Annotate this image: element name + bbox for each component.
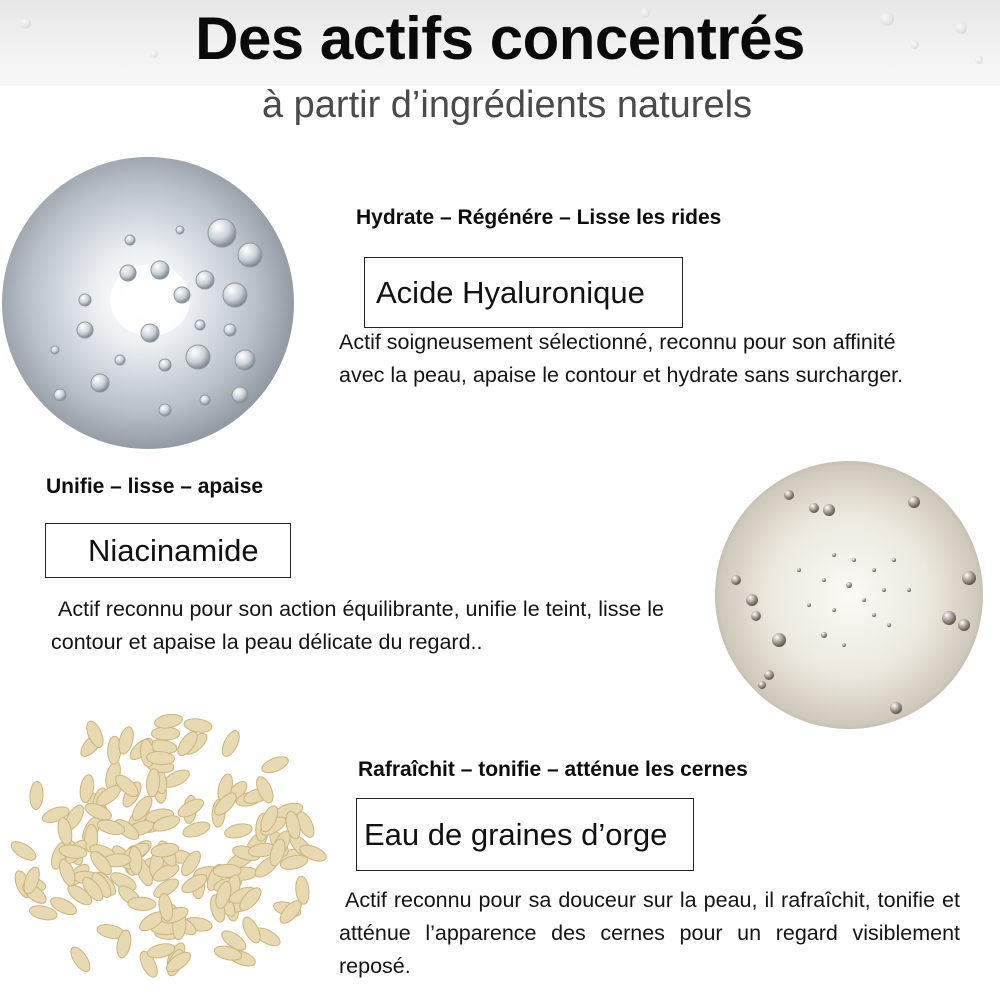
page-subtitle: à partir d’ingrédients naturels: [261, 84, 753, 126]
page-title: Des actifs concentrés: [195, 5, 805, 72]
ingredient-name-box: [364, 257, 683, 328]
ingredient-benefits: Hydrate – Régénére – Lisse les rides: [356, 206, 722, 229]
barley-seed: [67, 944, 93, 974]
ingredient-name-box: [45, 523, 291, 578]
barley-seeds-image: [0, 685, 335, 1000]
ingredient-benefits: Unifie – lisse – apaise: [46, 475, 264, 498]
barley-seed: [154, 712, 184, 730]
ingredient-name-box: [356, 798, 694, 871]
barley-seed: [223, 822, 253, 841]
ingredient-description: Actif soigneusement sélectionné, reconnu pour son affinité avec la peau, apaise le contour et hydrate sans surcharger.: [339, 330, 904, 387]
ingredient-name: Acide Hyaluronique: [376, 274, 645, 310]
barley-seed: [152, 727, 180, 740]
ingredient-name: Eau de graines d’orge: [364, 816, 668, 852]
barley-seed: [219, 728, 243, 759]
barley-seed: [260, 753, 291, 776]
niacinamide-serum-droplet-image: [714, 460, 984, 730]
barley-seed: [29, 781, 43, 810]
ingredient-benefits: Rafraîchit – tonifie – atténue les cernes: [358, 758, 748, 781]
ingredient-description: Actif reconnu pour son action équilibrante, unifie le teint, lisse le contour et apaise la peau délicate du regard..: [51, 597, 664, 654]
hyaluronic-gel-droplet-image: [0, 155, 296, 451]
ingredient-description: Actif reconnu pour sa douceur sur la peau, il rafraîchit, tonifie et atténue l’apparence des cernes pour un regard visiblement reposé.: [339, 888, 960, 978]
ingredient-name: Niacinamide: [88, 532, 259, 568]
barley-seed: [183, 717, 213, 734]
barley-seed: [127, 897, 156, 911]
barley-seed: [8, 838, 39, 864]
